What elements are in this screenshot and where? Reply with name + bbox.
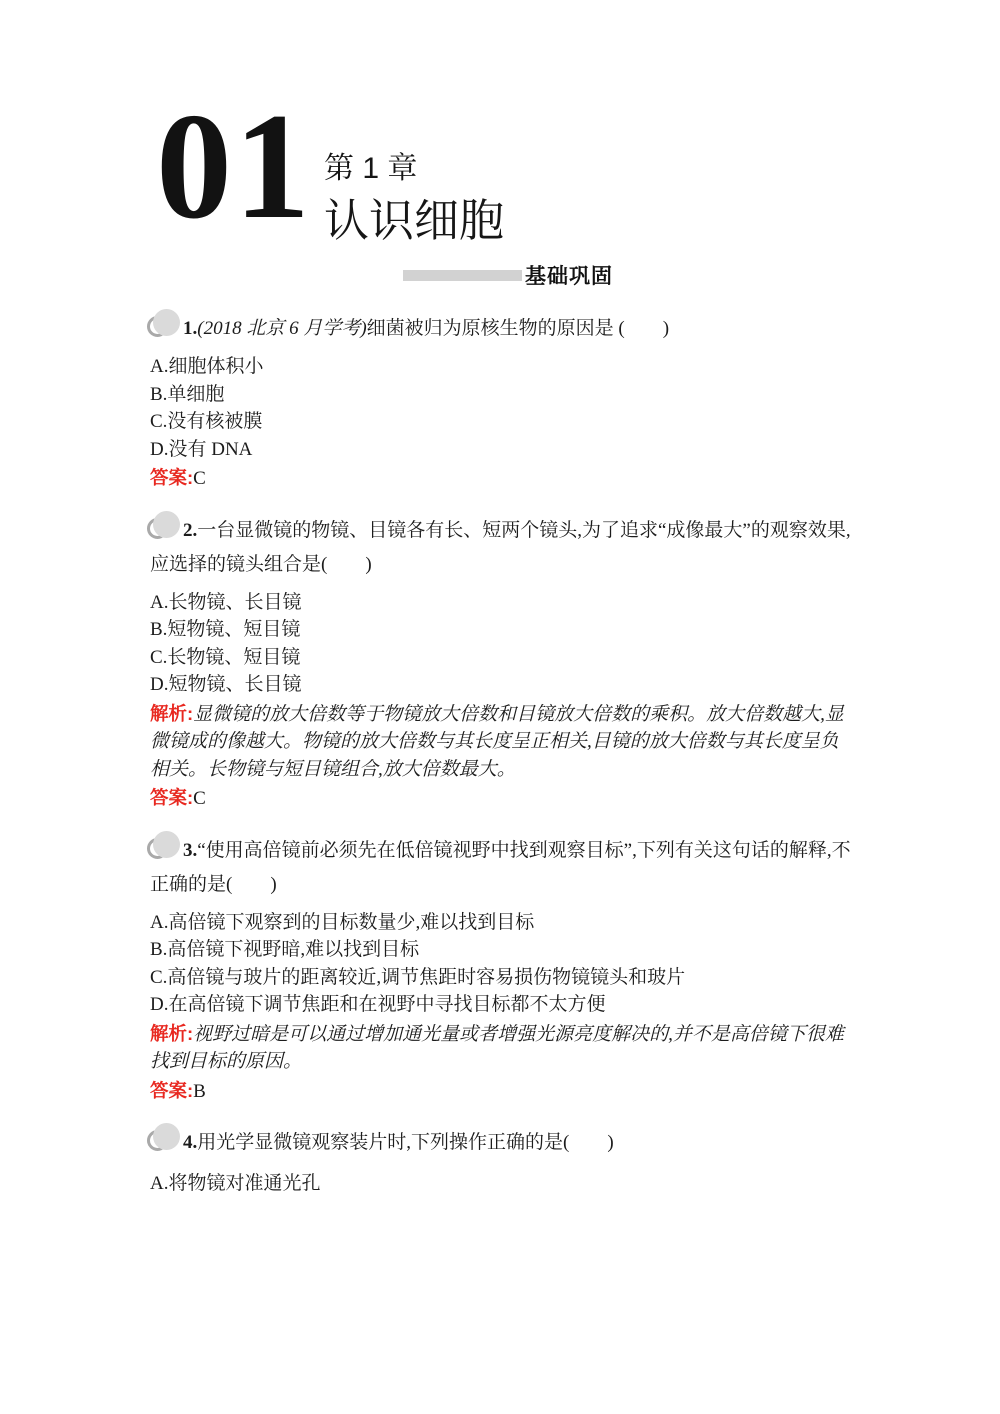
answer-label: 答案: — [150, 467, 194, 488]
option-b: B.短物镜、短目镜 — [150, 619, 301, 640]
answer-value: B — [193, 1080, 206, 1102]
answer-label: 答案: — [150, 787, 194, 808]
question-number: 4. — [183, 1132, 198, 1153]
questions-list — [150, 312, 856, 1198]
option-a: A.将物镜对准通光孔 — [150, 1173, 321, 1194]
question-1 — [150, 312, 856, 493]
option-d: D.在高倍镜下调节焦距和在视野中寻找目标都不太方便 — [150, 994, 606, 1015]
option-a: A.长物镜、长目镜 — [150, 591, 302, 613]
question-bullet-icon — [147, 831, 181, 862]
option-b: B.高倍镜下视野暗,难以找到目标 — [150, 939, 420, 960]
question-text: 用光学显微镜观察装片时,下列操作正确的是( ) — [197, 1132, 614, 1153]
question-text: 一台显微镜的物镜、目镜各有长、短两个镜头,为了追求“成像最大”的观察效果,应选择的镜头组合是( ) — [150, 519, 851, 575]
answer-row — [150, 784, 856, 813]
question-stem — [150, 514, 856, 582]
question-3 — [150, 834, 856, 1106]
analysis-row — [150, 1020, 856, 1076]
analysis-label: 解析: — [150, 1022, 194, 1044]
analysis-label: 解析: — [150, 702, 194, 724]
section-header — [403, 264, 852, 286]
question-bullet-icon — [147, 1123, 181, 1154]
question-text: “使用高倍镜前必须先在低倍镜视野中找到观察目标”,下列有关这句话的解释,不正确的是( ) — [150, 839, 851, 895]
chapter-label: 第 1 章 — [324, 152, 418, 185]
option-b: B.单细胞 — [150, 383, 225, 405]
option-a: A.细胞体积小 — [150, 356, 264, 377]
chapter-header — [150, 82, 852, 288]
option-d: D.短物镜、长目镜 — [150, 674, 302, 695]
analysis-text: 视野过暗是可以通过增加通光量或者增强光源亮度解决的,并不是高倍镜下很难找到目标的原因。 — [150, 1023, 844, 1072]
question-stem — [150, 312, 856, 346]
option-a: A.高倍镜下观察到的目标数量少,难以找到目标 — [150, 911, 535, 933]
question-source: (2018 北京 6 月学考) — [197, 318, 367, 339]
question-bullet-icon — [147, 309, 181, 340]
option-d: D.没有 DNA — [150, 438, 253, 460]
question-text: 细菌被归为原核生物的原因是 ( ) — [366, 318, 670, 339]
answer-value: C — [193, 468, 206, 489]
answer-row — [150, 464, 856, 493]
question-stem — [150, 834, 856, 902]
chapter-row — [156, 82, 852, 250]
answer-value: C — [193, 788, 206, 809]
question-bullet-icon — [147, 511, 181, 542]
question-number: 1. — [183, 318, 198, 339]
option-c: C.没有核被膜 — [150, 411, 263, 432]
answer-row — [150, 1077, 856, 1106]
chapter-number: 01 — [156, 82, 312, 250]
chapter-titles — [312, 100, 504, 246]
question-2 — [150, 514, 856, 813]
analysis-row — [150, 700, 856, 784]
answer-label: 答案: — [150, 1079, 194, 1101]
page-title: 认识细胞 — [324, 195, 505, 246]
option-c: C.高倍镜与玻片的距离较近,调节焦距时容易损伤物镜镜头和玻片 — [150, 966, 686, 988]
section-bar-decoration — [403, 270, 522, 281]
question-number: 3. — [183, 839, 198, 861]
analysis-text: 显微镜的放大倍数等于物镜放大倍数和目镜放大倍数的乘积。放大倍数越大,显微镜成的像越大。物镜的放大倍数与其长度呈正相关,目镜的放大倍数与其长度呈负相关。长物镜与短目镜组合,放大倍数最大。 — [150, 703, 844, 780]
section-label: 基础巩固 — [525, 265, 613, 288]
question-stem — [150, 1126, 856, 1160]
option-c: C.长物镜、短目镜 — [150, 646, 301, 668]
question-4 — [150, 1126, 856, 1198]
question-number: 2. — [183, 519, 198, 541]
